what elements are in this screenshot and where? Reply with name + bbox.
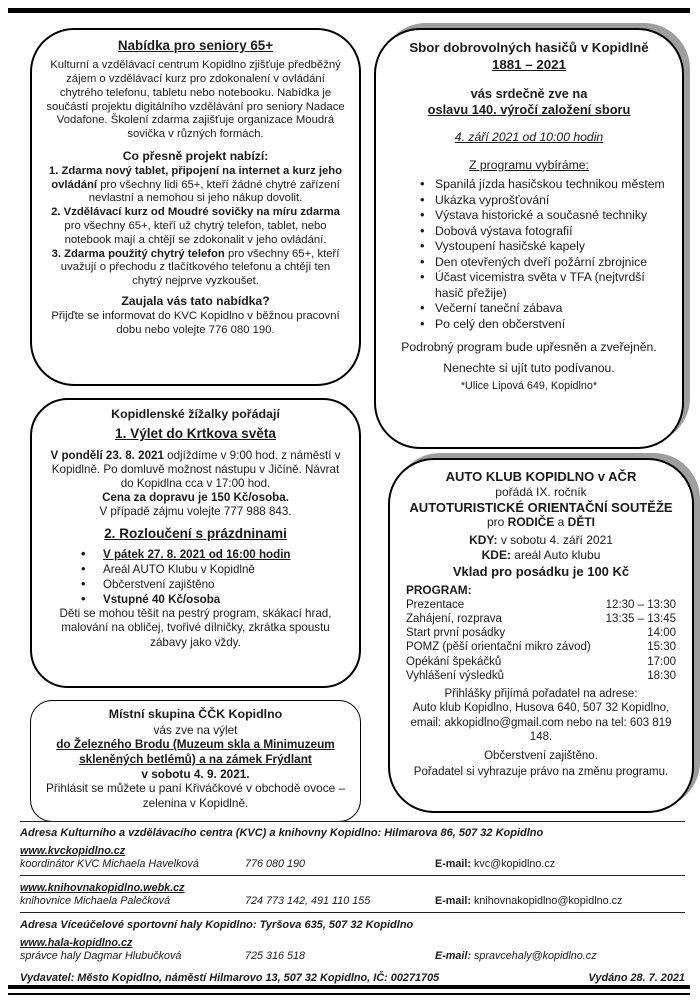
program-row-label: Start první posádky (406, 627, 506, 640)
auto-when (406, 533, 676, 548)
auto-fee: Vklad pro posádku je 100 Kč (452, 563, 630, 579)
fire-title: Sbor dobrovolných hasičů v Kopidlně (409, 40, 649, 55)
program-row-time: 17:00 (647, 655, 676, 668)
worms-trip1-date: V pondělí 23. 8. 2021 (50, 448, 164, 462)
offer-item-rest: pro všechny 65+, kteří už chytrý telefon, tablet, nebo notebook mají a chtějí se zdokonalit v jeho ovládání. (64, 220, 327, 246)
fire-address: *Ulice Lipová 649, Kopidlno* (460, 380, 598, 393)
fire-program-item: • Spanilá jízda hasičskou technikou městem (420, 177, 668, 192)
fire-program-item: • Vystoupení hasičské kapely (420, 239, 668, 254)
auto-audience (406, 515, 676, 530)
seniors-offer-item (45, 206, 346, 247)
worms-closing: Děti se mohou těšit na pestrý program, skákací hrad, malování na obličej, tvořivé dílničky, zkrátka spoustu zábavy jako vždy. (59, 607, 332, 649)
email-value: knihovnakopidlno@kopidlno.cz (471, 895, 623, 908)
program-row-time: 13:35 – 13:45 (605, 612, 676, 625)
worms-phone: V případě zájmu volejte 777 988 843. (99, 505, 292, 519)
seniors-offer-box (30, 28, 361, 386)
contact-email (435, 895, 685, 908)
contact-person: správce haly Dagmar Hlubučková (20, 950, 182, 963)
fire-program-heading: Z programu vybíráme: (469, 157, 589, 172)
autoclub-box (388, 458, 694, 813)
offer-item-lead: 1. Zdarma nový tablet, připojení na internet a kurz jeho ovládání (48, 164, 343, 191)
worms-trip1-details (44, 449, 347, 520)
seniors-offer-item (45, 248, 346, 289)
offer-item-rest: pro všechny lidi 65+, kteří žádné chytré zařízení nevlastní a nemohou si jeho nákup dovolit. (88, 178, 340, 205)
bottom-rule (8, 985, 690, 995)
program-row-label: POMZ (pěší orientační mikro závod) (406, 641, 591, 654)
seniors-intro: Kulturní a vzdělávací centrum Kopidlno zjišťuje předběžný zájem o vzdělávací kurz pro zdokonalení v ovládání chytrého telefonu, tabletu nebo notebooku. Nabídka je součástí projektu digitálního vzdělávání pro seniory Nadace Vodafone. Školení zdarma zajišťuje organizace Moudrá sovička v různých formách. (46, 59, 345, 141)
worms-price: Cena za dopravu je 150 Kč/osoba. (102, 491, 289, 505)
contact-person: knihovnice Michaela Palečková (20, 895, 171, 908)
program-row-label: Opékání špekáčků (406, 655, 502, 668)
fire-years: 1881 – 2021 (492, 56, 566, 72)
redcross-box (30, 700, 361, 822)
auto-title: AUTO KLUB KOPIDLNO v AČR (445, 469, 637, 484)
seniors-closing: Přijďte se informovat do KVC Kopidlno v běžnou pracovní dobu nebo volejte 776 080 190. (51, 309, 340, 336)
auto-audience-mid: a (554, 515, 568, 530)
auto-program-label: PROGRAM: (406, 583, 472, 598)
auto-audience-kids: DĚTI (567, 515, 596, 530)
kvc-address-heading: Adresa Kulturního a vzdělávacího centra (KVC) a knihovny Kopidlno: Hilmarova 86, 507 32 Kopidlno (20, 827, 544, 839)
auto-applications (406, 687, 676, 744)
offer-item-rest: pro všechny 65+, kteří uvažují o přechodu z tlačítkového telefonu a chtějí ten chytrý nejprve vyzkoušet. (60, 247, 340, 288)
hall-website: www.hala-kopidlno.cz (20, 937, 133, 950)
auto-applications-address: Auto klub Kopidlno, Husova 640, 507 32 Kopidlno, email: akkopidlno@gmail.com nebo na tel: 603 819 148. (410, 702, 672, 743)
auto-program-row (406, 598, 676, 612)
program-row-label: Prezentace (406, 598, 465, 611)
redcross-signup: Přihlásit se můžete u paní Křiváčkové v obchodě ovoce – zelenina v Kopidlně. (45, 781, 346, 811)
footer-contacts (20, 827, 685, 985)
auto-where-label: KDE: (481, 548, 511, 563)
contact-phone: 776 080 190 (245, 858, 306, 871)
auto-event: AUTOTURISTICKÉ ORIENTAČNÍ SOUTĚŽE (409, 499, 673, 515)
footer-divider (20, 912, 685, 913)
auto-program-row (406, 612, 676, 626)
email-label: E-mail: (435, 950, 471, 963)
publisher-row (20, 972, 685, 985)
auto-audience-pre: pro (486, 515, 508, 530)
contact-phone: 725 316 518 (245, 950, 306, 963)
library-website: www.knihovnakopidlno.webk.cz (20, 882, 185, 895)
worms-trip1-rest: odjíždíme v 9:00 hod. z náměstí v Kopidlně. Po domluvě možnost nástupu v Jičíně. Návrat do Kopidlna cca v 17:00 hod. (51, 448, 341, 490)
seniors-offer-heading: Co přesně projekt nabízí: (122, 149, 269, 164)
worms-bullet-item: • Vstupné 40 Kč/osoba (81, 592, 347, 607)
auto-subtitle: pořádá IX. ročník (495, 485, 587, 500)
hall-address-heading: Adresa Víceúčelové sportovní haly Kopidlno: Tyršova 635, 507 32 Kopidlno (20, 919, 414, 931)
worms-bullet-item: • Areál AUTO Klubu v Kopidlně (81, 562, 347, 577)
footer-divider (20, 875, 685, 876)
fire-invite: vás srdečně zve na (470, 85, 588, 101)
auto-audience-parents: RODIČE (507, 515, 555, 530)
contact-email (435, 950, 685, 963)
auto-rights: Pořadatel si vyhrazuje právo na změnu programu. (413, 766, 669, 779)
fire-program-item: • Po celý den občerstvení (420, 317, 668, 332)
program-row-time: 18:30 (647, 669, 676, 682)
auto-program-row (406, 669, 676, 683)
contact-email (435, 858, 685, 871)
redcross-invite: vás zve na výlet (153, 722, 238, 737)
fire-note-program: Podrobný program bude upřesněn a zveřejněn. (401, 340, 657, 355)
email-value: kvc@kopidlno.cz (471, 858, 556, 871)
auto-when-value: v sobotu 4. září 2021 (497, 533, 613, 548)
auto-where-value: areál Auto klubu (510, 548, 601, 563)
offer-item-lead: 2. Vzdělávací kurz od Moudré sovičky na míru zdarma (51, 206, 340, 219)
email-value: spravcehaly@kopidlno.cz (471, 950, 597, 963)
fire-datetime: 4. září 2021 od 10:00 hodin (454, 130, 604, 145)
auto-program-row (406, 655, 676, 669)
fire-program-item: • Dobová výstava fotografií (420, 224, 668, 239)
redcross-title: Místní skupina ČČK Kopidlno (108, 707, 283, 721)
auto-refreshments: Občerstvení zajištěno. (484, 750, 598, 763)
program-row-time: 12:30 – 13:30 (605, 598, 676, 611)
seniors-question: Zaujala vás tato nabídka? (121, 293, 270, 308)
contact-phone: 724 773 142, 491 110 155 (245, 895, 371, 908)
fire-event: oslavu 140. výročí založení sboru (427, 102, 631, 117)
fire-program-item: • Výstava historické a současné techniky (420, 208, 668, 223)
auto-program-row (406, 626, 676, 640)
firefighters-box (374, 28, 684, 449)
fire-program-item: • Den otevřených dveří požární zbrojnice (420, 255, 668, 270)
seniors-offer-item (45, 165, 346, 206)
seniors-title: Nabídka pro seniory 65+ (117, 38, 274, 53)
redcross-date: v sobotu 4. 9. 2021. (141, 766, 250, 781)
top-rule (8, 8, 690, 13)
fire-program-item: • Ukázka vyprošťování (420, 193, 668, 208)
worms-trip1-heading: 1. Výlet do Krtkova světa (115, 426, 276, 442)
fire-note-invite: Nenechte si ujít tuto podívanou. (443, 360, 615, 375)
program-row-time: 15:30 (647, 641, 676, 654)
kvc-contact-row (20, 858, 685, 871)
worms-box (30, 398, 361, 688)
auto-applications-heading: Přihlášky přijímá pořadatel na adrese: (444, 688, 638, 701)
auto-program-row (406, 640, 676, 654)
program-row-label: Vyhlášení výsledků (406, 669, 505, 682)
worms-trip2-heading: 2. Rozloučení s prázdninami (104, 526, 287, 542)
program-row-label: Zahájení, rozprava (406, 612, 502, 625)
footer-top-divider (20, 821, 685, 822)
library-contact-row (20, 895, 685, 908)
hall-contact-row (20, 950, 685, 963)
fire-program-item: • Účast vicemistra světa v TFA (nejtvrdší hasič přežije) (420, 270, 668, 301)
offer-item-lead: 3. Zdarma použitý chytrý telefon (51, 247, 225, 260)
auto-when-label: KDY: (469, 533, 498, 548)
issue-date: Vydáno 28. 7. 2021 (588, 972, 685, 985)
email-label: E-mail: (435, 895, 471, 908)
worms-bullet-item: • V pátek 27. 8. 2021 od 16:00 hodin (81, 547, 347, 562)
program-row-time: 14:00 (647, 627, 676, 640)
fire-program-list (390, 177, 668, 332)
worms-bullet-item: • Občerstvení zajištěno (81, 577, 347, 592)
redcross-destination: do Železného Brodu (Muzeum skla a Minimuzeum skleněných betlémů) a na zámek Frýdlant (56, 737, 335, 766)
kvc-website: www.kvckopidlno.cz (20, 845, 126, 858)
worms-bullet-list (44, 547, 347, 607)
fire-program-item: • Večerní taneční zábava (420, 301, 668, 316)
auto-where (406, 548, 676, 563)
contact-person: koordinátor KVC Michaela Havelková (20, 858, 199, 871)
worms-title: Kopidlenské žížalky pořádají (111, 407, 280, 421)
publisher-text: Vydavatel: Město Kopidlno, náměstí Hilmarovo 13, 507 32 Kopidlno, IČ: 00271705 (20, 972, 440, 985)
email-label: E-mail: (435, 858, 471, 871)
